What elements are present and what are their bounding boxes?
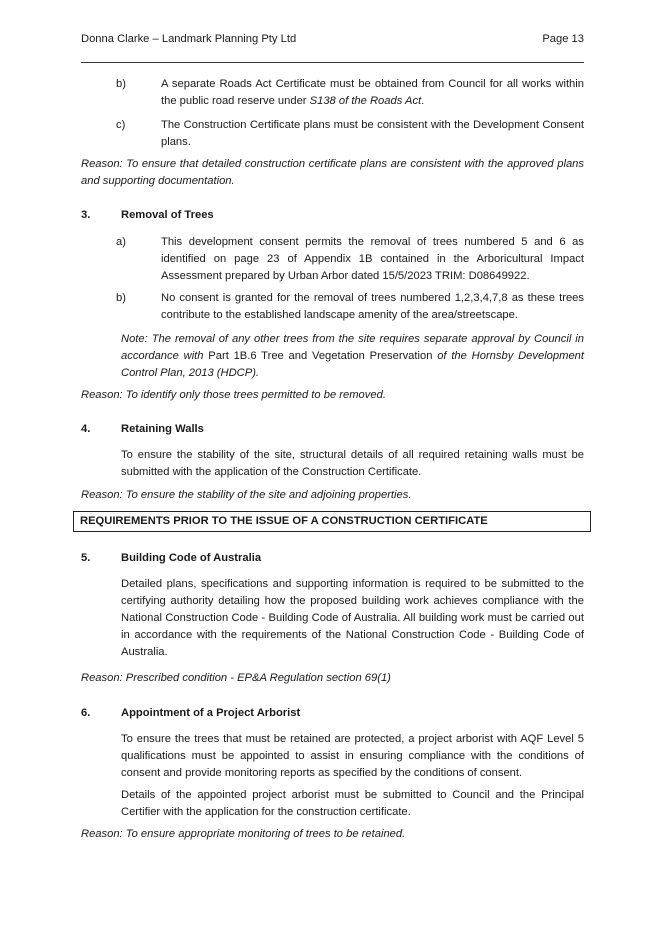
item-label: b) (116, 292, 126, 304)
cond4-heading (81, 421, 204, 438)
cond3-item-a (116, 234, 584, 285)
cond6-text-2: Details of the appointed project arborist must be submitted to Council and the Principal Certifier with the application for the construction certificate. (121, 789, 584, 818)
cond5-text: Detailed plans, specifications and supporting information is required to be submitted to the certifying authority detailing how the proposed building work achieves compliance with the National Construction Code - Building Code of Australia. All building work must be carried out in accordance with the requirements of the National Construction Code - Building Code of Australia. (121, 578, 584, 658)
cond6-heading (81, 705, 300, 722)
header-divider (81, 62, 584, 63)
cond2-reason: Reason: To ensure that detailed construction certificate plans are consistent with the approved plans and supporting documentation. (81, 158, 584, 187)
section-number: 3. (81, 209, 91, 221)
cond4-text: To ensure the stability of the site, structural details of all required retaining walls must be submitted with the application of the Construction Certificate. (121, 449, 584, 478)
item-label: a) (116, 236, 126, 248)
item-text: A separate Roads Act Certificate must be obtained from Council for all works within the public road reserve under S138 of the Roads Act. (161, 78, 584, 107)
cond5-heading (81, 550, 261, 567)
cond3-heading (81, 207, 214, 224)
cond2-item-b (116, 76, 584, 110)
cond6-reason: Reason: To ensure appropriate monitoring of trees to be retained. (81, 828, 406, 840)
item-text: No consent is granted for the removal of trees numbered 1,2,3,4,7,8 as these trees contribute to the established landscape amenity of the area/streetscape. (161, 292, 584, 321)
cond2-item-c (116, 117, 584, 151)
item-text: This development consent permits the removal of trees numbered 5 and 6 as identified on page 23 of Appendix 1B contained in the Arboricultural Impact Assessment prepared by Urban Arbor dated 15/5/2023 TRIM: D08649922. (161, 236, 584, 282)
section-title: Removal of Trees (121, 209, 214, 221)
section-title: Retaining Walls (121, 423, 204, 435)
cond3-item-b (116, 290, 584, 324)
section-number: 4. (81, 423, 91, 435)
section-banner: REQUIREMENTS PRIOR TO THE ISSUE OF A CONSTRUCTION CERTIFICATE (73, 511, 591, 532)
cond6-text-1: To ensure the trees that must be retained are protected, a project arborist with AQF Level 5 qualifications must be appointed to assist in ensuring compliance with the conditions of consent and provide monitoring reports as specified by the conditions of consent. (121, 733, 584, 779)
section-title: Appointment of a Project Arborist (121, 707, 301, 719)
cond5-reason: Reason: Prescribed condition - EP&A Regulation section 69(1) (81, 672, 391, 684)
cond3-note: Note: The removal of any other trees from the site requires separate approval by Council in accordance with Part 1B.6 Tree and Vegetation Preservation of the Hornsby Development Control Plan, 2013 (HDCP). (121, 333, 584, 379)
item-text: The Construction Certificate plans must be consistent with the Development Consent plans. (161, 119, 584, 148)
section-number: 6. (81, 707, 91, 719)
header-author: Donna Clarke – Landmark Planning Pty Ltd (81, 33, 297, 45)
section-title: Building Code of Australia (121, 552, 262, 564)
cond4-reason: Reason: To ensure the stability of the site and adjoining properties. (81, 489, 412, 501)
cond3-reason: Reason: To identify only those trees permitted to be removed. (81, 389, 386, 401)
item-label: c) (116, 119, 126, 131)
section-number: 5. (81, 552, 91, 564)
item-label: b) (116, 78, 126, 90)
header-page-number: Page 13 (542, 33, 584, 45)
